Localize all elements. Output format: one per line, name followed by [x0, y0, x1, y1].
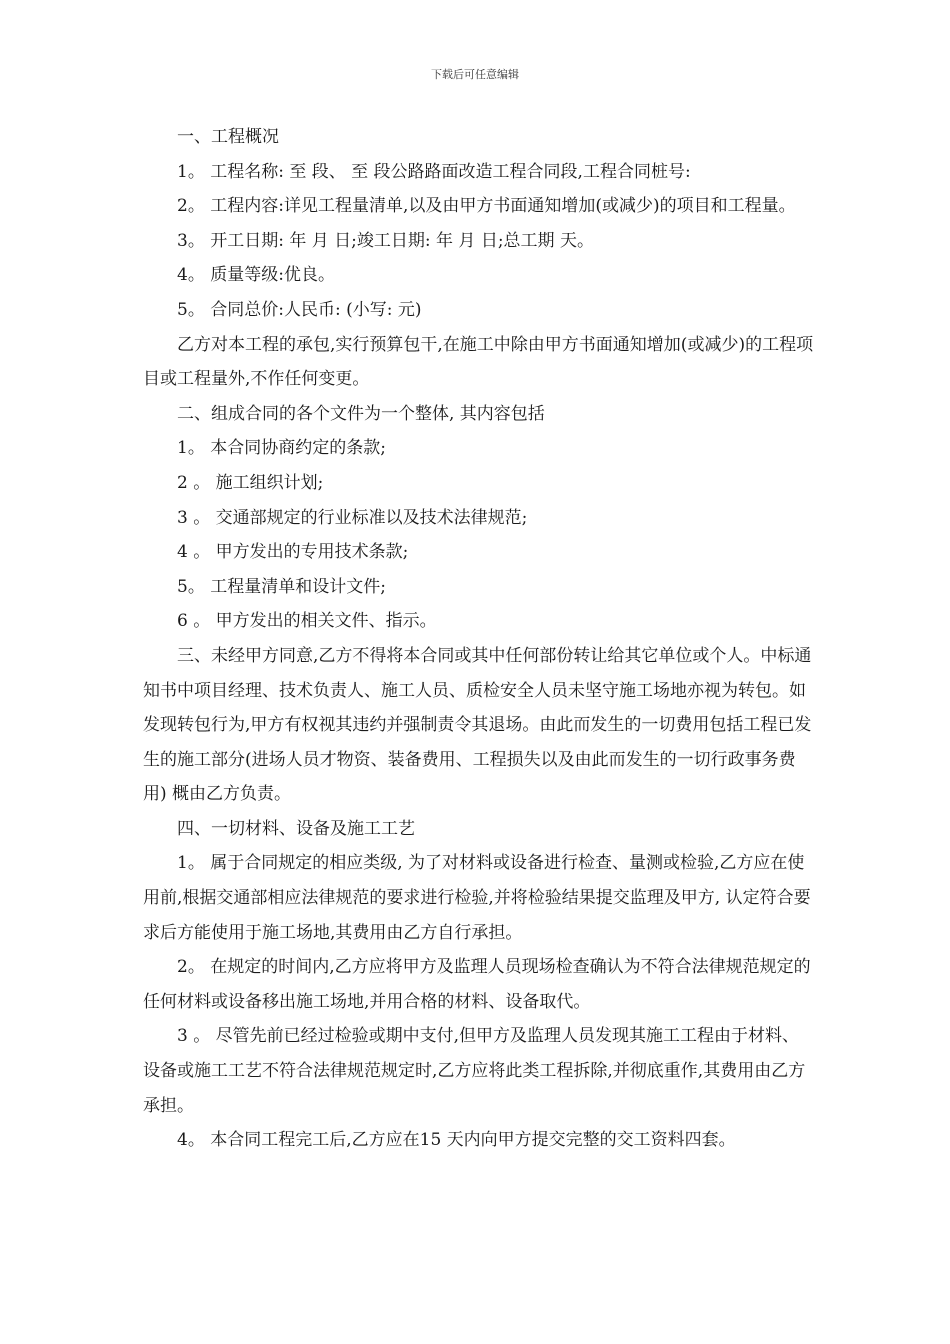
paragraph: 5。 合同总价:人民币: (小写: 元) — [177, 299, 422, 320]
paragraph: 1。 属于合同规定的相应类级, 为了对材料或设备进行检查、量测或检验,乙方应在使用前,根据交通部相应法律规范的要求进行检验,并将检验结果提交监理及甲方, 认定符合要求后方能使用于施工场地,其费用由乙方自行承担。 — [143, 853, 811, 943]
page-header-note: 下载后可任意编辑 — [431, 68, 519, 81]
paragraph: 3。 开工日期: 年 月 日;竣工日期: 年 月 日;总工期 天。 — [177, 230, 594, 251]
paragraph: 乙方对本工程的承包,实行预算包干,在施工中除由甲方书面通知增加(或减少)的工程项目或工程量外,不作任何变更。 — [143, 334, 814, 390]
paragraph: 2。 在规定的时间内,乙方应将甲方及监理人员现场检查确认为不符合法律规范规定的任何材料或设备移出施工场地,并用合格的材料、设备取代。 — [143, 957, 811, 1012]
list-item: 3 。 交通部规定的行业标准以及技术法律规范; — [177, 507, 528, 528]
paragraph: 4。 本合同工程完工后,乙方应在15 天内向甲方提交完整的交工资料四套。 — [177, 1130, 736, 1151]
list-item: 1。 本合同协商约定的条款; — [177, 438, 386, 459]
list-item: 4 。 甲方发出的专用技术条款; — [177, 542, 409, 563]
section-transfer-clause: 三、未经甲方同意,乙方不得将本合同或其中任何部份转让给其它单位或个人。中标通知书中项目经理、技术负责人、施工人员、质检安全人员未坚守施工场地亦视为转包。如发现转包行为,甲方有权视其违约并强制责令其退场。由此而发生的一切费用包括工程已发生的施工部分(进场人员才物资、装备费用、工程损失以及由此而发生的一切行政事务费用) 概由乙方负责。 — [143, 645, 812, 805]
section-heading-materials: 四、一切材料、设备及施工工艺 — [177, 818, 415, 839]
section-heading-documents: 二、组成合同的各个文件为一个整体, 其内容包括 — [177, 403, 545, 424]
list-item: 2 。 施工组织计划; — [177, 472, 324, 493]
list-item: 6 。 甲方发出的相关文件、指示。 — [177, 611, 437, 632]
paragraph: 1。 工程名称: 至 段、 至 段公路路面改造工程合同段,工程合同桩号: — [177, 161, 691, 182]
document-body — [143, 120, 815, 1158]
paragraph: 3 。 尽管先前已经过检验或期中支付,但甲方及监理人员发现其施工工程由于材料、设备或施工工艺不符合法律规范规定时,乙方应将此类工程拆除,并彻底重作,其费用由乙方承担。 — [143, 1026, 806, 1116]
paragraph: 4。 质量等级:优良。 — [177, 265, 335, 286]
section-heading-overview: 一、工程概况 — [177, 127, 279, 147]
paragraph: 2。 工程内容:详见工程量清单,以及由甲方书面通知增加(或减少)的项目和工程量。 — [177, 196, 796, 217]
list-item: 5。 工程量清单和设计文件; — [177, 576, 386, 597]
